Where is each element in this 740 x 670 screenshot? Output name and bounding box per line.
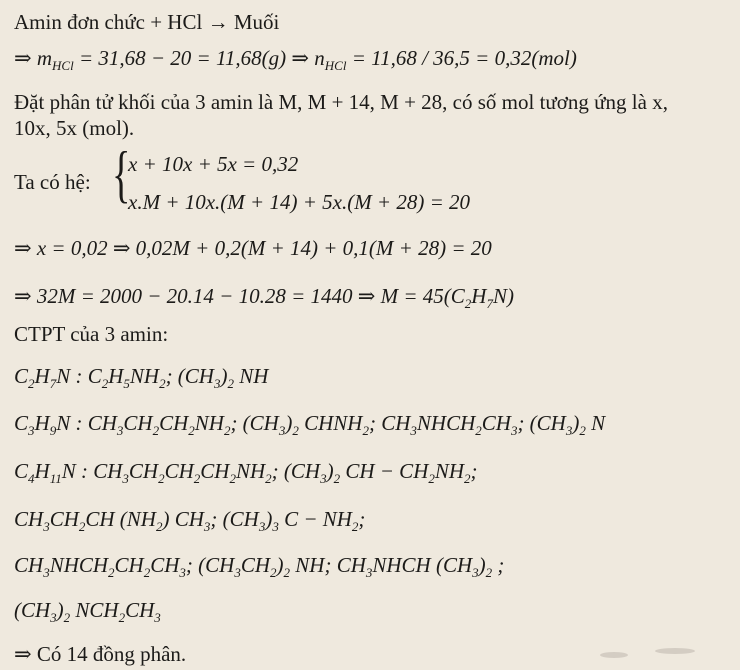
equation-system bbox=[14, 138, 534, 220]
solve-x-line: ⇒ x = 0,02 ⇒ 0,02M + 0,2(M + 14) + 0,1(M + 28) = 20 bbox=[14, 236, 492, 260]
hcl-mass-calc: = 31,68 − 20 = 11,68 bbox=[73, 46, 262, 70]
scan-smudge bbox=[600, 652, 628, 658]
system-eq-2: x.M + 10x.(M + 14) + 5x.(M + 28) = 20 bbox=[128, 190, 471, 214]
hcl-sub-1: HCl bbox=[52, 58, 74, 73]
system-eq-1: x + 10x + 5x = 0,32 bbox=[128, 152, 299, 176]
formula-c4h11n: $C_4H_{11}N$ : $CH_3CH_2CH_2CH_2NH_2$; $(CH_3)_2$ CH − $CH_2NH_2$; bbox=[14, 459, 478, 486]
m-symbol: m bbox=[36, 46, 53, 70]
formula-c2h7n: $C_2H_7N$ : $C_2H_5NH_2$; $(CH_3)_2$ NH bbox=[14, 364, 269, 391]
hcl-sub-2: HCl bbox=[324, 58, 347, 73]
n-symbol: n bbox=[314, 46, 325, 70]
reaction-line: Amin đơn chức + HCl → Muối bbox=[14, 10, 280, 34]
formula-c4h11n-cont-2: $CH_3NHCH_2CH_2CH_3$; $(CH_3CH_2)_2$ NH; $CH_3NHCH$ $(CH_3)_2$ ; bbox=[14, 553, 505, 580]
unit-g: (g) bbox=[261, 46, 287, 70]
solve-m-line: ⇒ 32M = 2000 − 20.14 − 10.28 = 1440 ⇒ $M = 45(C_2H_7N)$ bbox=[14, 284, 514, 311]
system-brace: { bbox=[112, 138, 131, 209]
implies-2: ⇒ bbox=[286, 46, 315, 70]
hcl-mol-calc: = 11,68 / 36,5 = 0,32 bbox=[346, 46, 532, 70]
formula-c3h9n: $C_3H_9N$ : $CH_3CH_2CH_2NH_2$; $(CH_3)_2$ $CHNH_2$; $CH_3NHCH_2CH_3$; $(CH_3)_2$ N bbox=[14, 411, 606, 438]
ctpt-heading: CTPT của 3 amin: bbox=[14, 322, 169, 346]
setup-line-1: Đặt phân tử khối của 3 amin là M, M + 14, M + 28, có số mol tương ứng là x, bbox=[14, 90, 668, 114]
scan-smudge bbox=[655, 648, 695, 654]
implies-1: ⇒ bbox=[14, 46, 37, 70]
solve-m-calc: ⇒ 32M = 2000 − 20.14 − 10.28 = 1440 ⇒ M = 45 bbox=[14, 284, 444, 308]
conclusion-line: ⇒ Có 14 đồng phân. bbox=[14, 642, 187, 666]
unit-mol: (mol) bbox=[531, 46, 577, 70]
formula-c4h11n-cont-1: $CH_3CH_2CH$ $(NH_2)$ $CH_3$; $(CH_3)_3$ $C - NH_2$; bbox=[14, 507, 366, 534]
formula-c4h11n-cont-3: $(CH_3)_2$ $NCH_2CH_3$ bbox=[14, 598, 161, 625]
hcl-mass-line bbox=[14, 46, 577, 73]
setup-line-2: 10x, 5x (mol). bbox=[14, 116, 135, 140]
system-label: Ta có hệ: bbox=[14, 170, 91, 194]
